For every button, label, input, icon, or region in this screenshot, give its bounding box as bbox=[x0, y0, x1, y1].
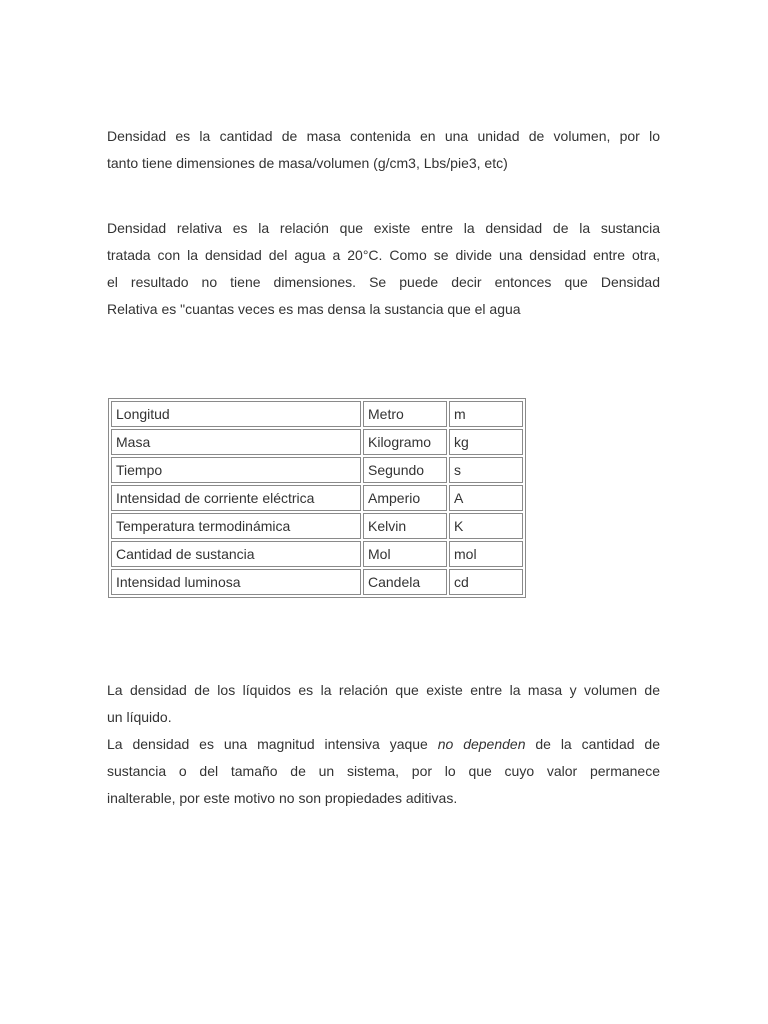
text-line: Densidad relativa es la relación que existe entre la densidad de la sustancia bbox=[107, 220, 660, 236]
italic-text: no dependen bbox=[437, 736, 526, 752]
symbol-cell: cd bbox=[449, 569, 523, 595]
unit-cell: Mol bbox=[363, 541, 447, 567]
magnitude-cell: Longitud bbox=[111, 401, 361, 427]
table-row bbox=[111, 569, 523, 595]
table-row bbox=[111, 457, 523, 483]
symbol-cell: mol bbox=[449, 541, 523, 567]
symbol-cell: K bbox=[449, 513, 523, 539]
text-line: Relativa es "cuantas veces es mas densa la sustancia que el agua bbox=[107, 301, 521, 317]
paragraph-density-definition bbox=[107, 123, 660, 177]
paragraph-relative-density bbox=[107, 215, 660, 323]
text-line: inalterable, por este motivo no son propiedades aditivas. bbox=[107, 790, 458, 806]
table-row bbox=[111, 485, 523, 511]
magnitude-cell: Temperatura termodinámica bbox=[111, 513, 361, 539]
table-row bbox=[111, 401, 523, 427]
magnitude-cell: Cantidad de sustancia bbox=[111, 541, 361, 567]
symbol-cell: s bbox=[449, 457, 523, 483]
paragraph-intensive-magnitude bbox=[107, 731, 660, 812]
text-segment: de la cantidad de bbox=[525, 736, 660, 752]
unit-cell: Segundo bbox=[363, 457, 447, 483]
text-segment: La densidad es una magnitud intensiva yaque bbox=[107, 736, 438, 752]
table-row bbox=[111, 513, 523, 539]
unit-cell: Kilogramo bbox=[363, 429, 447, 455]
unit-cell: Metro bbox=[363, 401, 447, 427]
symbol-cell: m bbox=[449, 401, 523, 427]
magnitude-cell: Masa bbox=[111, 429, 361, 455]
si-units-table bbox=[108, 398, 526, 598]
paragraph-liquid-density bbox=[107, 677, 660, 731]
text-line bbox=[107, 731, 660, 758]
magnitude-cell: Intensidad de corriente eléctrica bbox=[111, 485, 361, 511]
text-line: el resultado no tiene dimensiones. Se puede decir entonces que Densidad bbox=[107, 274, 660, 290]
unit-cell: Amperio bbox=[363, 485, 447, 511]
symbol-cell: kg bbox=[449, 429, 523, 455]
text-line: Densidad es la cantidad de masa contenida en una unidad de volumen, por lo bbox=[107, 128, 660, 144]
unit-cell: Candela bbox=[363, 569, 447, 595]
symbol-cell: A bbox=[449, 485, 523, 511]
text-line: sustancia o del tamaño de un sistema, por lo que cuyo valor permanece bbox=[107, 763, 660, 779]
table-row bbox=[111, 541, 523, 567]
text-line: un líquido. bbox=[107, 709, 172, 725]
magnitude-cell: Tiempo bbox=[111, 457, 361, 483]
text-line: tanto tiene dimensiones de masa/volumen (g/cm3, Lbs/pie3, etc) bbox=[107, 155, 508, 171]
unit-cell: Kelvin bbox=[363, 513, 447, 539]
text-line: tratada con la densidad del agua a 20°C. Como se divide una densidad entre otra, bbox=[107, 247, 660, 263]
table-row bbox=[111, 429, 523, 455]
magnitude-cell: Intensidad luminosa bbox=[111, 569, 361, 595]
text-line: La densidad de los líquidos es la relación que existe entre la masa y volumen de bbox=[107, 682, 660, 698]
